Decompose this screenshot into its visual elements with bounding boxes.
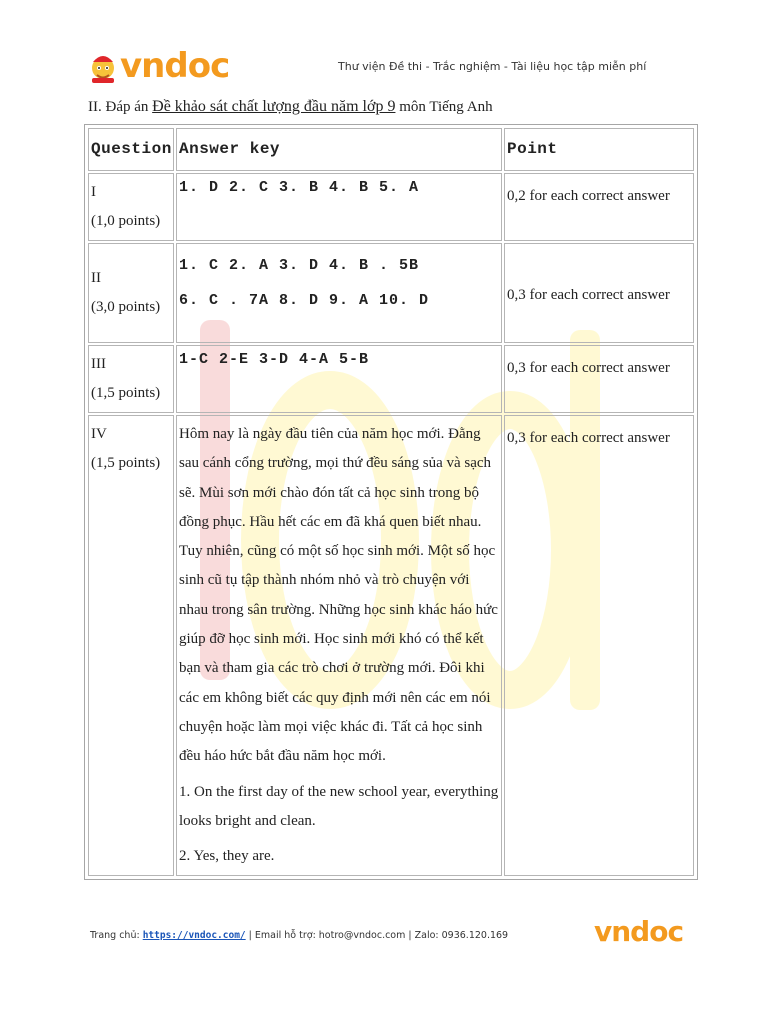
exam-title-link[interactable]: Đề khảo sát chất lượng đầu năm lớp 9 bbox=[152, 98, 396, 115]
section-suffix: môn Tiếng Anh bbox=[395, 99, 493, 115]
answer-keys: 1-C 2-E 3-D 4-A 5-B bbox=[179, 351, 370, 368]
point-text: 0,3 for each correct answer bbox=[507, 430, 670, 446]
point-text: 0,3 for each correct answer bbox=[507, 286, 670, 303]
answer-cell bbox=[176, 243, 502, 343]
reading-passage: Hôm nay là ngày đầu tiên của năm học mới. Đằng sau cánh cổng trường, mọi thứ đều sáng sủa và sạch sẽ. Mùi sơn mới chào đón tất cả học sinh trong bộ đồng phục. Hầu hết các em đã khá quen biết nhau. Tuy nhiên, cũng có một số học sinh mới. Một số học sinh cũ tụ tập thành nhóm nhỏ và trò chuyện với nhau trong sân trường. Những học sinh khác háo hức giúp đỡ học sinh mới. Học sinh mới khó có thể kết bạn và tham gia các trò chơi ở trường mới. Đôi khi các em không biết các quy định mới nên các em nói chuyện hoặc làm mọi việc khác đi. Tất cả học sinh đều háo hức bắt đầu năm học mới. bbox=[179, 426, 498, 765]
answer-cell bbox=[176, 415, 502, 876]
footer-contact: | Email hỗ trợ: hotro@vndoc.com | Zalo: 0936.120.169 bbox=[245, 930, 509, 941]
answer-keys: 1. D 2. C 3. B 4. B 5. A bbox=[179, 179, 420, 196]
question-points: (3,0 points) bbox=[91, 299, 161, 315]
answer-cell bbox=[176, 345, 502, 413]
answer-keys: 6. C . 7A 8. D 9. A 10. D bbox=[179, 292, 430, 309]
question-cell bbox=[88, 345, 174, 413]
mascot-icon bbox=[88, 48, 118, 84]
point-cell bbox=[504, 243, 694, 343]
question-points: (1,5 points) bbox=[91, 385, 161, 401]
question-name: IV bbox=[91, 426, 107, 442]
section-title bbox=[88, 98, 493, 116]
question-cell bbox=[88, 415, 174, 876]
site-tagline: Thư viện Đề thi - Trắc nghiệm - Tài liệu học tập miễn phí bbox=[338, 60, 647, 73]
logo-wordmark: vndoc bbox=[120, 46, 230, 86]
question-name: II bbox=[91, 270, 101, 286]
question-name: III bbox=[91, 356, 106, 372]
header-point: Point bbox=[504, 128, 694, 171]
table-row bbox=[88, 345, 694, 413]
question-cell bbox=[88, 243, 174, 343]
question-name: I bbox=[91, 184, 96, 200]
page-header bbox=[0, 0, 768, 90]
table-row bbox=[88, 173, 694, 241]
point-cell bbox=[504, 345, 694, 413]
table-row bbox=[88, 415, 694, 876]
section-prefix: II. Đáp án bbox=[88, 99, 153, 115]
point-text: 0,2 for each correct answer bbox=[507, 188, 670, 204]
table-row bbox=[88, 243, 694, 343]
footer-logo[interactable]: vndoc bbox=[594, 915, 684, 948]
answer-cell bbox=[176, 173, 502, 241]
question-cell bbox=[88, 173, 174, 241]
answer-1: 1. On the first day of the new school year, everything looks bright and clean. bbox=[179, 783, 499, 829]
header-answer-key: Answer key bbox=[176, 128, 502, 171]
answer-table bbox=[84, 124, 698, 880]
question-points: (1,5 points) bbox=[91, 455, 161, 471]
point-cell bbox=[504, 173, 694, 241]
question-points: (1,0 points) bbox=[91, 213, 161, 229]
answer-keys: 1. C 2. A 3. D 4. B . 5B bbox=[179, 257, 420, 274]
vndoc-logo[interactable] bbox=[88, 46, 229, 86]
header-question: Question bbox=[88, 128, 174, 171]
page-footer bbox=[90, 930, 508, 941]
homepage-link[interactable]: https://vndoc.com/ bbox=[142, 930, 246, 941]
footer-prefix: Trang chủ: bbox=[90, 930, 143, 941]
point-text: 0,3 for each correct answer bbox=[507, 360, 670, 376]
answer-2: 2. Yes, they are. bbox=[179, 847, 275, 864]
table-header-row bbox=[88, 128, 694, 171]
point-cell bbox=[504, 415, 694, 876]
